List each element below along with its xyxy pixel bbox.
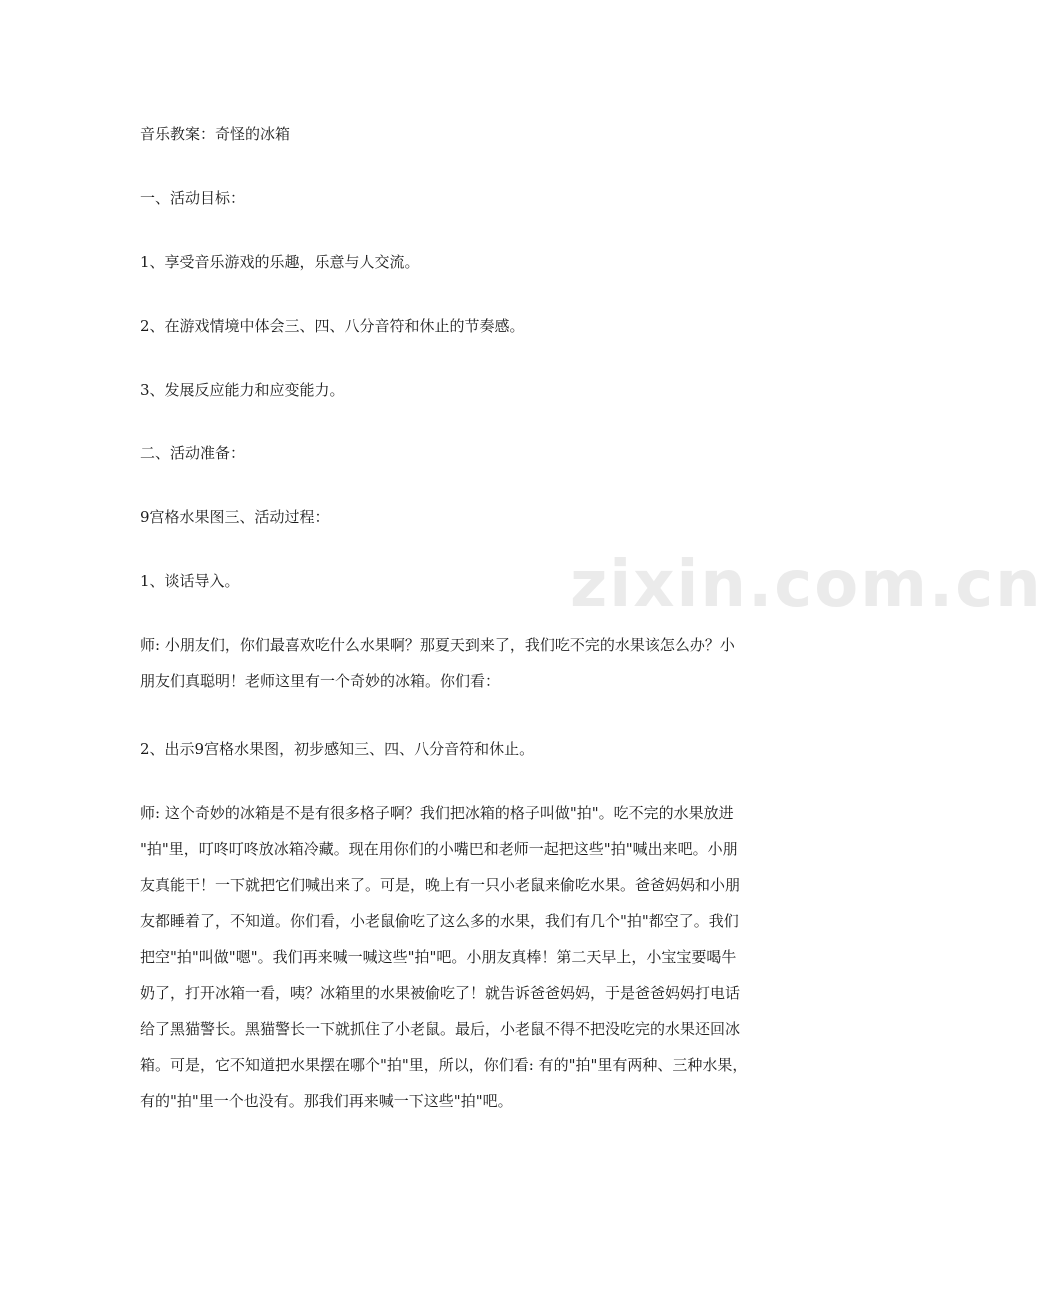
paragraph-line: 师: 这个奇妙的冰箱是不是有很多格子啊？我们把冰箱的格子叫做"拍"。吃不完的水果放进 (140, 804, 734, 822)
paragraph-line: "拍"里，叮咚叮咚放冰箱冷藏。现在用你们的小嘴巴和老师一起把这些"拍"喊出来吧。小朋 (140, 840, 738, 858)
paragraph-line: 给了黑猫警长。黑猫警长一下就抓住了小老鼠。最后，小老鼠不得不把没吃完的水果还回冰 (140, 1020, 741, 1038)
paragraph-line: 友都睡着了，不知道。你们看，小老鼠偷吃了这么多的水果，我们有几个"拍"都空了。我们 (140, 912, 739, 930)
paragraph-line: 友真能干！一下就把它们喊出来了。可是，晚上有一只小老鼠来偷吃水果。爸爸妈妈和小朋 (140, 876, 741, 894)
prep-line: 9宫格水果图三、活动过程： (140, 508, 330, 526)
paragraph-line: 朋友们真聪明！老师这里有一个奇妙的冰箱。你们看： (140, 672, 501, 690)
teacher-paragraph-2 (140, 795, 785, 1119)
section1-heading: 一、活动目标： (140, 189, 246, 207)
paragraph-line: 箱。可是，它不知道把水果摆在哪个"拍"里，所以，你们看: 有的"拍"里有两种、三种水果， (140, 1056, 748, 1074)
watermark: zixin.com.cn (570, 548, 1043, 622)
step-2: 2、出示9宫格水果图，初步感知三、四、八分音符和休止。 (140, 740, 535, 758)
paragraph-line: 师: 小朋友们，你们最喜欢吃什么水果啊？那夏天到来了，我们吃不完的水果该怎么办？小 (140, 636, 735, 654)
paragraph-line: 奶了，打开冰箱一看，咦？冰箱里的水果被偷吃了！就告诉爸爸妈妈，于是爸爸妈妈打电话 (140, 984, 741, 1002)
paragraph-line: 把空"拍"叫做"嗯"。我们再来喊一喊这些"拍"吧。小朋友真棒！第二天早上，小宝宝要喝牛 (140, 948, 737, 966)
paragraph-line: 有的"拍"里一个也没有。那我们再来喊一下这些"拍"吧。 (140, 1092, 513, 1110)
goal-2: 2、在游戏情境中体会三、四、八分音符和休止的节奏感。 (140, 317, 525, 335)
goal-1: 1、享受音乐游戏的乐趣，乐意与人交流。 (140, 253, 420, 271)
step-1: 1、谈话导入。 (140, 572, 240, 590)
goal-3: 3、发展反应能力和应变能力。 (140, 381, 345, 399)
section2-heading: 二、活动准备： (140, 444, 246, 462)
document-title: 音乐教案：奇怪的冰箱 (140, 125, 291, 143)
teacher-paragraph-1 (140, 627, 785, 699)
